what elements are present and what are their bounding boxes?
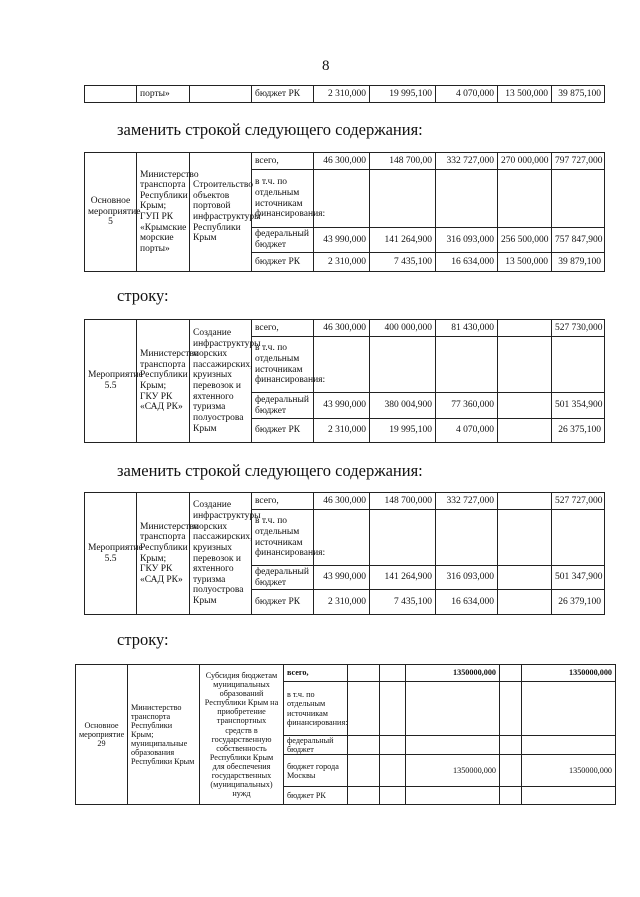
source-label: бюджет РК xyxy=(252,253,314,272)
event-name: Мероприятие 5.5 xyxy=(85,493,137,615)
purpose: Создание инфраструктуры морских пассажирских, круизных перевозок и яхтенного туризма полуострова Крым xyxy=(190,320,252,443)
cell-value: 43 990,000 xyxy=(314,393,370,419)
cell-value: 148 700,00 xyxy=(370,153,436,170)
source-label: бюджет РК xyxy=(252,590,314,615)
table-row xyxy=(85,493,605,510)
cell-value: 400 000,000 xyxy=(370,320,436,337)
source-label: в т.ч. по отдельным источникам финансирования: xyxy=(252,170,314,228)
cell-value: 757 847,900 xyxy=(552,228,605,253)
cell-value: 501 347,900 xyxy=(552,566,605,590)
page-number: 8 xyxy=(322,58,330,74)
cell-value: 4 070,000 xyxy=(436,419,498,443)
table-row xyxy=(85,320,605,337)
cell-value xyxy=(498,590,552,615)
caption-replace: заменить строкой следующего содержания: xyxy=(117,120,423,139)
cell-value xyxy=(500,755,522,787)
cell-value: 39 875,100 xyxy=(552,86,605,103)
cell-value: 7 435,100 xyxy=(370,253,436,272)
table-main-event-29 xyxy=(75,664,616,805)
cell-value: 43 990,000 xyxy=(314,566,370,590)
cell-value: 256 500,000 xyxy=(498,228,552,253)
executor: Министерство транспорта Республики Крым; ГКУ РК «САД РК» xyxy=(137,493,190,615)
cell-value: 1350000,000 xyxy=(406,755,500,787)
cell-value xyxy=(380,665,406,682)
cell-value: 77 360,000 xyxy=(436,393,498,419)
source-label: бюджет города Москвы xyxy=(284,755,348,787)
table-previous-fragment xyxy=(84,85,605,103)
caption-replace: заменить строкой следующего содержания: xyxy=(117,461,423,480)
cell-value: 2 310,000 xyxy=(314,253,370,272)
cell-value: 19 995,100 xyxy=(370,86,436,103)
event-name: Основное мероприятие 5 xyxy=(85,153,137,272)
event-name: Основное мероприятие 29 xyxy=(76,665,128,805)
cell-value: 316 093,000 xyxy=(436,228,498,253)
cell-value: 81 430,000 xyxy=(436,320,498,337)
cell-value: 43 990,000 xyxy=(314,228,370,253)
executor: Министерство транспорта Республики Крым; муниципальные образования Республики Крым xyxy=(128,665,200,805)
cell-value: 46 300,000 xyxy=(314,493,370,510)
cell-value: 1350000,000 xyxy=(522,665,616,682)
cell-value xyxy=(498,393,552,419)
table-main-event-5 xyxy=(84,152,605,272)
cell-text: порты» xyxy=(137,86,190,103)
purpose: Создание инфраструктуры морских пассажирских, круизных перевозок и яхтенного туризма полуострова Крым xyxy=(190,493,252,615)
cell-value: 501 354,900 xyxy=(552,393,605,419)
source-label: всего, xyxy=(252,153,314,170)
cell-value: 141 264,900 xyxy=(370,566,436,590)
source-label: бюджет РК xyxy=(252,419,314,443)
table-event-5-5-new xyxy=(84,492,605,615)
cell-value: 797 727,000 xyxy=(552,153,605,170)
cell-value: 148 700,000 xyxy=(370,493,436,510)
cell-value: 19 995,100 xyxy=(370,419,436,443)
cell-value: 2 310,000 xyxy=(314,419,370,443)
cell-value: 46 300,000 xyxy=(314,153,370,170)
cell-value: 2 310,000 xyxy=(314,86,370,103)
caption-line: строку: xyxy=(117,286,169,305)
cell-value: 2 310,000 xyxy=(314,590,370,615)
cell-value: 332 727,000 xyxy=(436,153,498,170)
source-label: федеральный бюджет xyxy=(252,566,314,590)
executor: Министерство транспорта Республики Крым; ГУП РК «Крымские морские порты» xyxy=(137,153,190,272)
cell-value xyxy=(498,419,552,443)
caption-line: строку: xyxy=(117,630,169,649)
table-row xyxy=(85,153,605,170)
source-label: в т.ч. по отдельным источникам финансирования: xyxy=(284,682,348,736)
cell-value xyxy=(348,755,380,787)
source-label: бюджет РК xyxy=(284,787,348,805)
cell-value: 26 375,100 xyxy=(552,419,605,443)
cell-value: 1350000,000 xyxy=(522,755,616,787)
table-event-5-5-old xyxy=(84,319,605,443)
cell-value: 380 004,900 xyxy=(370,393,436,419)
source-label: в т.ч. по отдельным источникам финансирования: xyxy=(252,510,314,566)
cell-value: 527 730,000 xyxy=(552,320,605,337)
source-label: федеральный бюджет xyxy=(252,393,314,419)
cell-value: 270 000,000 xyxy=(498,153,552,170)
cell-value xyxy=(498,566,552,590)
source-label: федеральный бюджет xyxy=(252,228,314,253)
cell-value xyxy=(348,665,380,682)
cell-value: 7 435,100 xyxy=(370,590,436,615)
cell-value: 141 264,900 xyxy=(370,228,436,253)
source-label: всего, xyxy=(252,493,314,510)
cell-value: 13 500,000 xyxy=(498,253,552,272)
cell-value: 16 634,000 xyxy=(436,590,498,615)
source-label: федеральный бюджет xyxy=(284,736,348,755)
executor: Министерство транспорта Республики Крым; ГКУ РК «САД РК» xyxy=(137,320,190,443)
cell-value: 316 093,000 xyxy=(436,566,498,590)
cell-value xyxy=(498,320,552,337)
table-row xyxy=(76,665,616,682)
cell-value: 13 500,000 xyxy=(498,86,552,103)
cell-value: 4 070,000 xyxy=(436,86,498,103)
event-name: Мероприятие 5.5 xyxy=(85,320,137,443)
cell-value xyxy=(498,493,552,510)
source-label: всего, xyxy=(284,665,348,682)
purpose: Строительство объектов портовой инфраструктуры Республики Крым xyxy=(190,153,252,272)
cell-value: 46 300,000 xyxy=(314,320,370,337)
source-label: в т.ч. по отдельным источникам финансирования: xyxy=(252,337,314,393)
cell-value: 1350000,000 xyxy=(406,665,500,682)
cell-value: 39 879,100 xyxy=(552,253,605,272)
cell-value: 26 379,100 xyxy=(552,590,605,615)
cell-value: 527 727,000 xyxy=(552,493,605,510)
source-label: всего, xyxy=(252,320,314,337)
cell-value: 332 727,000 xyxy=(436,493,498,510)
cell-value: 16 634,000 xyxy=(436,253,498,272)
cell-value xyxy=(380,755,406,787)
cell-value xyxy=(500,665,522,682)
cell-text: бюджет РК xyxy=(252,86,314,103)
table-row xyxy=(85,86,605,103)
purpose: Субсидия бюджетам муниципальных образований Республики Крым на приобретение транспортных средств в государственную собственность Республики Крым для обеспечения государственных (муниципальных) нужд xyxy=(200,665,284,805)
